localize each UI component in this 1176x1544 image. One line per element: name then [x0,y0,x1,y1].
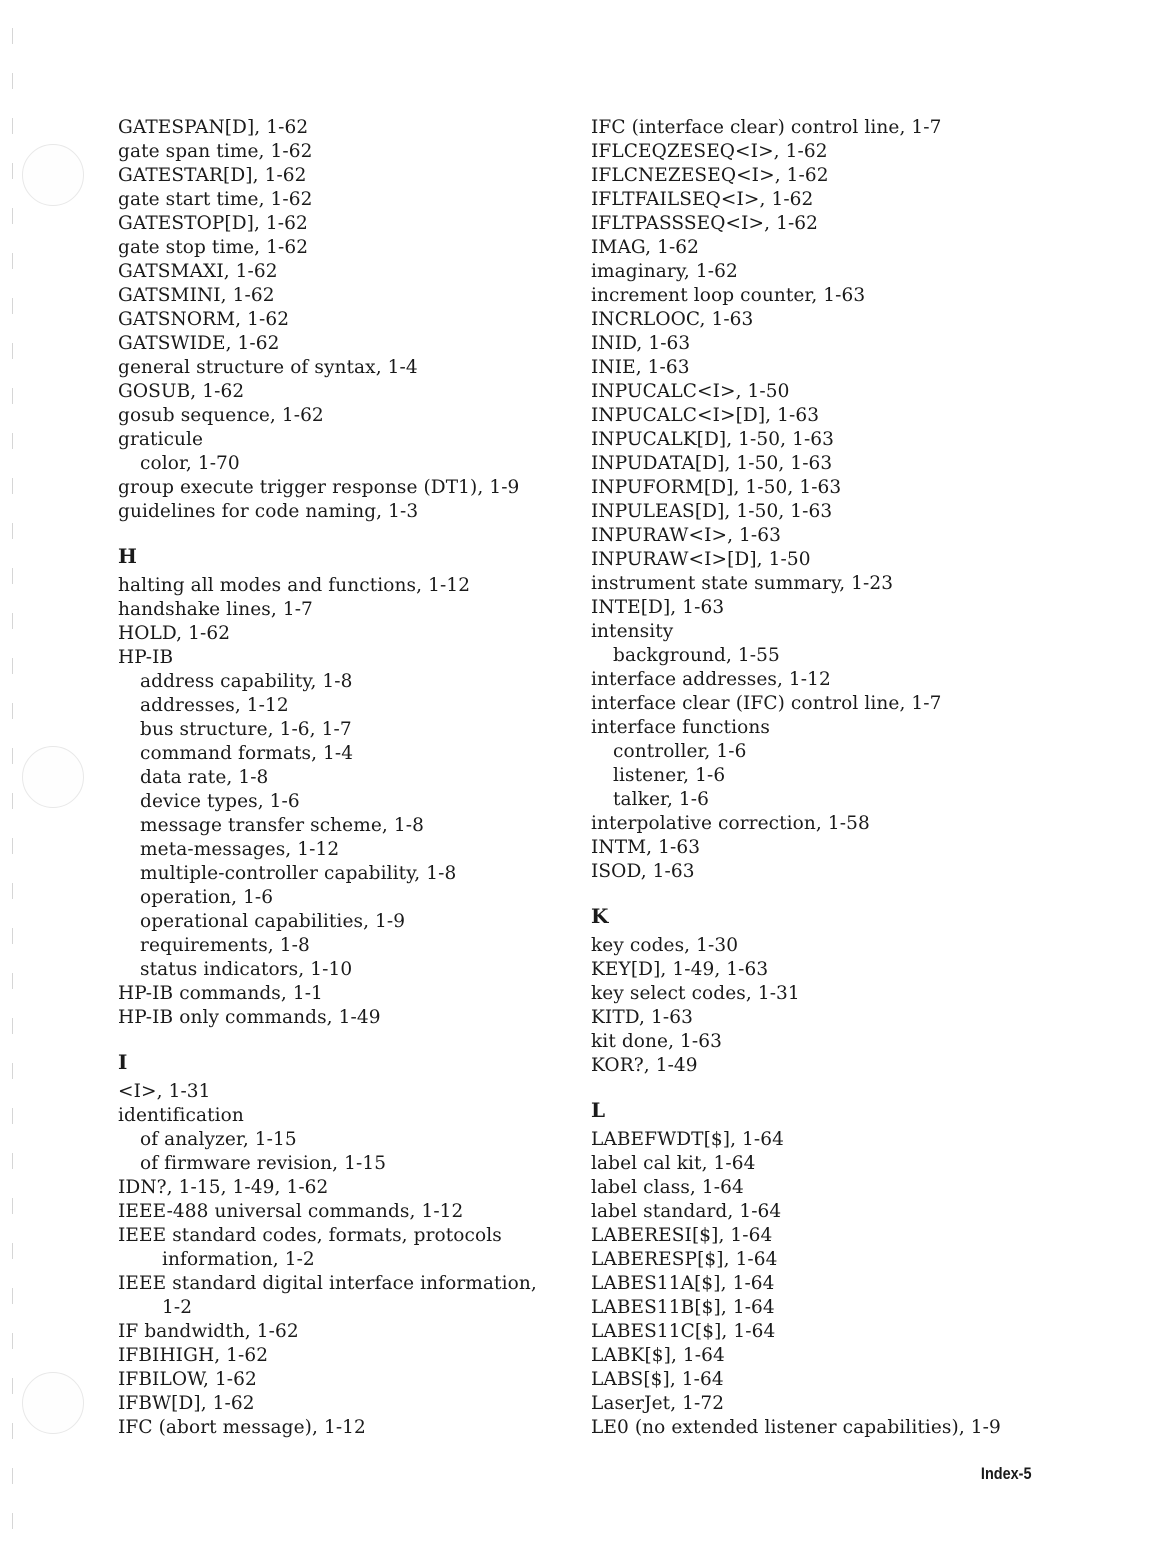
index-entry: kit done, 1-63 [591,1031,723,1052]
index-entry: GATSMAXI, 1-62 [118,261,278,282]
index-entry: gate start time, 1-62 [118,189,313,210]
binder-hole [22,1372,84,1434]
index-entry: interpolative correction, 1-58 [591,813,870,834]
index-entry: IMAG, 1-62 [591,237,700,258]
section-letter: H [118,544,137,568]
index-entry: interface clear (IFC) control line, 1-7 [591,693,942,714]
edge-tick [2,1513,13,1529]
index-entry: gate span time, 1-62 [118,141,313,162]
edge-tick [2,118,13,134]
edge-tick [2,1108,13,1124]
index-entry: KITD, 1-63 [591,1007,693,1028]
index-entry: INID, 1-63 [591,333,691,354]
index-entry: GATSNORM, 1-62 [118,309,290,330]
edge-tick [2,253,13,269]
index-entry: LABES11A[$], 1-64 [591,1273,775,1294]
index-entry: HOLD, 1-62 [118,623,231,644]
index-subentry: talker, 1-6 [613,789,710,810]
index-entry: identification [118,1105,244,1126]
edge-tick [2,1153,13,1169]
page-number: Index-5 [981,1464,1032,1483]
index-entry: interface addresses, 1-12 [591,669,831,690]
index-subentry: operation, 1-6 [140,887,274,908]
index-entry: INTE[D], 1-63 [591,597,725,618]
index-entry: label class, 1-64 [591,1177,744,1198]
index-entry: INTM, 1-63 [591,837,701,858]
index-entry: IFBIHIGH, 1-62 [118,1345,269,1366]
index-subentry: addresses, 1-12 [140,695,289,716]
index-entry: IEEE-488 universal commands, 1-12 [118,1201,464,1222]
index-entry: IFLCEQZESEQ<I>, 1-62 [591,141,828,162]
edge-tick [2,1378,13,1394]
index-entry: gosub sequence, 1-62 [118,405,324,426]
index-entry: IFLTPASSSEQ<I>, 1-62 [591,213,819,234]
index-entry: graticule [118,429,204,450]
edge-tick [2,748,13,764]
index-entry: IFC (interface clear) control line, 1-7 [591,117,942,138]
index-entry: LABS[$], 1-64 [591,1369,724,1390]
index-entry: GOSUB, 1-62 [118,381,245,402]
index-entry: imaginary, 1-62 [591,261,738,282]
section-letter: K [591,904,609,928]
edge-tick [2,388,13,404]
index-entry: label cal kit, 1-64 [591,1153,756,1174]
index-entry: INPUFORM[D], 1-50, 1-63 [591,477,842,498]
index-entry: KEY[D], 1-49, 1-63 [591,959,769,980]
index-subentry: color, 1-70 [140,453,240,474]
edge-tick [2,703,13,719]
edge-tick [2,568,13,584]
index-entry: increment loop counter, 1-63 [591,285,866,306]
index-entry: IF bandwidth, 1-62 [118,1321,299,1342]
index-entry: INPURAW<I>[D], 1-50 [591,549,811,570]
edge-tick [2,793,13,809]
binder-hole [22,144,84,206]
edge-tick [2,1423,13,1439]
index-subentry: controller, 1-6 [613,741,747,762]
index-entry: handshake lines, 1-7 [118,599,313,620]
index-entry: LaserJet, 1-72 [591,1393,725,1414]
index-entry: INIE, 1-63 [591,357,690,378]
index-entry: HP-IB only commands, 1-49 [118,1007,381,1028]
index-subentry: of firmware revision, 1-15 [140,1153,387,1174]
index-entry: HP-IB [118,647,174,668]
index-entry: guidelines for code naming, 1-3 [118,501,419,522]
index-entry: group execute trigger response (DT1), 1-9 [118,477,520,498]
index-entry: intensity [591,621,674,642]
index-entry: IFLCNEZESEQ<I>, 1-62 [591,165,829,186]
index-entry: GATSMINI, 1-62 [118,285,275,306]
index-subentry: listener, 1-6 [613,765,726,786]
index-subentry: of analyzer, 1-15 [140,1129,297,1150]
index-entry: LABERESP[$], 1-64 [591,1249,778,1270]
index-entry: IEEE standard digital interface information, 1-2 [118,1273,537,1318]
index-entry: IFLTFAILSEQ<I>, 1-62 [591,189,814,210]
index-entry: INCRLOOC, 1-63 [591,309,754,330]
index-entry: INPUCALK[D], 1-50, 1-63 [591,429,835,450]
index-entry: IFC (abort message), 1-12 [118,1417,366,1438]
edge-tick [2,163,13,179]
index-subentry: address capability, 1-8 [140,671,353,692]
index-entry: GATESPAN[D], 1-62 [118,117,309,138]
index-entry: interface functions [591,717,770,738]
index-column-left [118,116,558,1440]
edge-tick [2,1243,13,1259]
section-letter: I [118,1050,128,1074]
edge-tick [2,658,13,674]
index-entry: GATESTAR[D], 1-62 [118,165,307,186]
edge-tick [2,613,13,629]
index-entry: HP-IB commands, 1-1 [118,983,323,1004]
edge-tick [2,883,13,899]
edge-tick [2,1063,13,1079]
index-entry: halting all modes and functions, 1-12 [118,575,471,596]
index-entry: INPURAW<I>, 1-63 [591,525,781,546]
index-entry: IEEE standard codes, formats, protocols information, 1-2 [118,1225,502,1270]
index-subentry: background, 1-55 [613,645,780,666]
edge-tick [2,523,13,539]
index-entry: INPUDATA[D], 1-50, 1-63 [591,453,833,474]
edge-tick [2,73,13,89]
index-entry: IDN?, 1-15, 1-49, 1-62 [118,1177,329,1198]
edge-tick [2,838,13,854]
index-subentry: status indicators, 1-10 [140,959,353,980]
index-entry: LE0 (no extended listener capabilities), 1-9 [591,1417,1001,1438]
index-subentry: requirements, 1-8 [140,935,310,956]
edge-tick [2,928,13,944]
index-entry: gate stop time, 1-62 [118,237,309,258]
index-entry: LABES11C[$], 1-64 [591,1321,776,1342]
edge-tick [2,28,13,44]
index-entry: ISOD, 1-63 [591,861,695,882]
index-entry: IFBILOW, 1-62 [118,1369,257,1390]
edge-tick [2,1198,13,1214]
edge-tick [2,1018,13,1034]
index-subentry: device types, 1-6 [140,791,300,812]
index-entry: IFBW[D], 1-62 [118,1393,255,1414]
index-entry: GATSWIDE, 1-62 [118,333,280,354]
edge-tick [2,1288,13,1304]
index-entry: LABES11B[$], 1-64 [591,1297,775,1318]
index-entry: LABERESI[$], 1-64 [591,1225,773,1246]
index-entry: KOR?, 1-49 [591,1055,698,1076]
edge-tick [2,343,13,359]
index-entry: key codes, 1-30 [591,935,739,956]
index-subentry: data rate, 1-8 [140,767,269,788]
edge-tick [2,973,13,989]
index-subentry: bus structure, 1-6, 1-7 [140,719,352,740]
index-subentry: operational capabilities, 1-9 [140,911,406,932]
index-entry: LABK[$], 1-64 [591,1345,725,1366]
index-entry: instrument state summary, 1-23 [591,573,894,594]
binder-hole [22,746,84,808]
index-entry: LABEFWDT[$], 1-64 [591,1129,784,1150]
section-letter: L [591,1098,606,1122]
index-entry: INPUCALC<I>, 1-50 [591,381,790,402]
index-column-right [591,116,1071,1440]
edge-tick [2,433,13,449]
index-entry: label standard, 1-64 [591,1201,782,1222]
index-subentry: meta-messages, 1-12 [140,839,340,860]
index-entry: GATESTOP[D], 1-62 [118,213,308,234]
index-entry: INPULEAS[D], 1-50, 1-63 [591,501,833,522]
index-subentry: command formats, 1-4 [140,743,354,764]
edge-tick [2,1333,13,1349]
edge-tick [2,298,13,314]
index-entry: INPUCALC<I>[D], 1-63 [591,405,820,426]
edge-tick [2,1468,13,1484]
index-entry: <I>, 1-31 [118,1081,211,1102]
index-subentry: message transfer scheme, 1-8 [140,815,424,836]
index-subentry: multiple-controller capability, 1-8 [140,863,457,884]
index-entry: key select codes, 1-31 [591,983,800,1004]
index-entry: general structure of syntax, 1-4 [118,357,418,378]
edge-tick [2,478,13,494]
edge-tick [2,208,13,224]
